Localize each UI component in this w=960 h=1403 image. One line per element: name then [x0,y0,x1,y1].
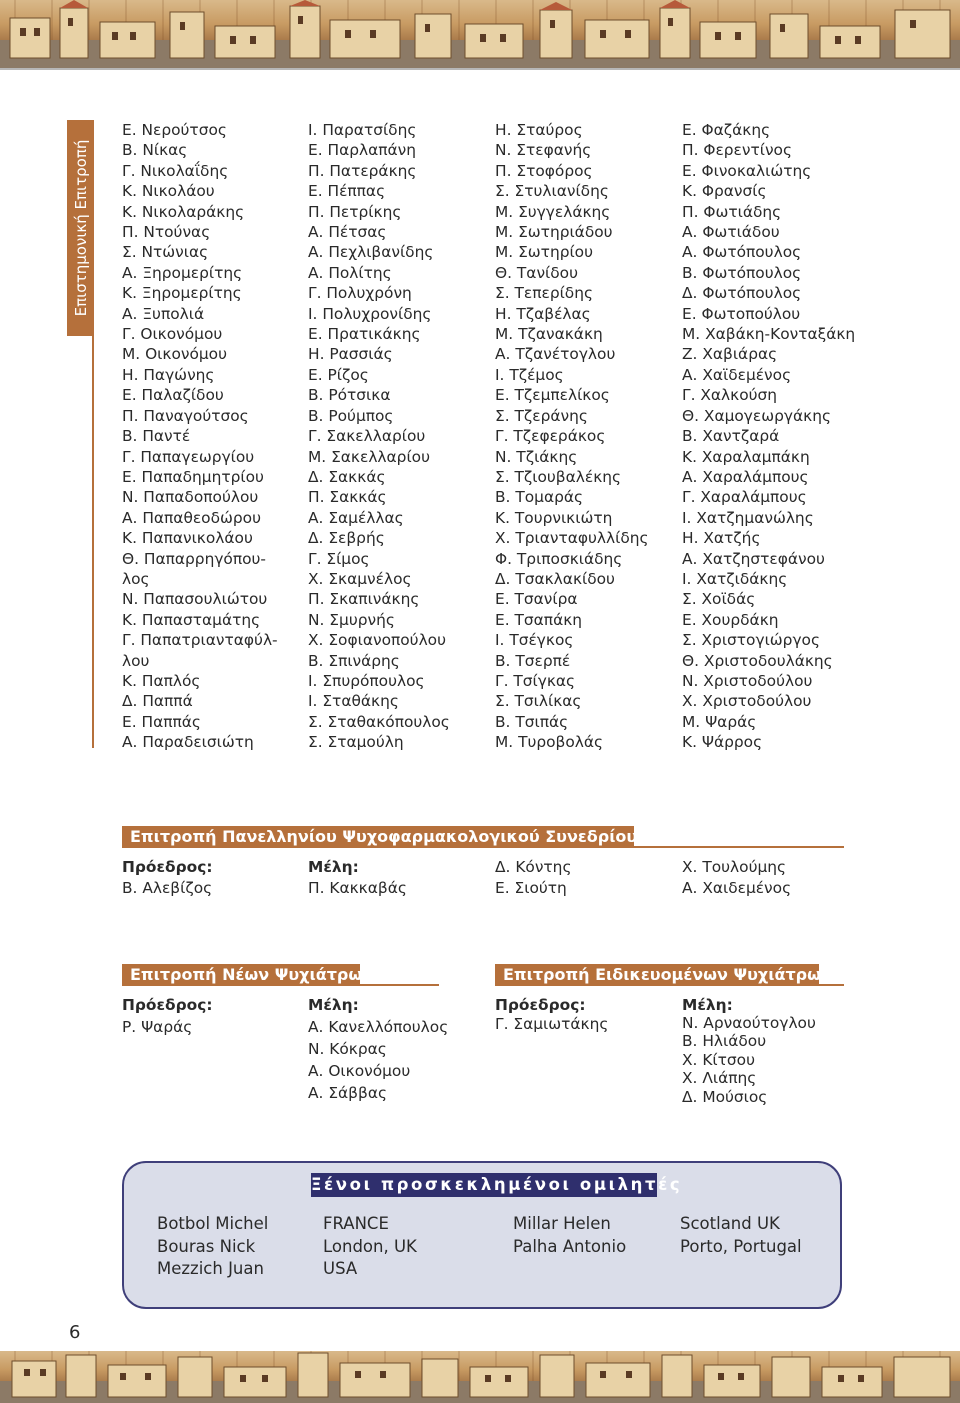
list-item: Η. Τζαβέλας [495,304,591,323]
list-item: Α. Πέτσας [308,223,387,242]
member-column-2 [308,120,450,753]
list-item: Ε. Τσανίρα [495,590,578,609]
list-item: Μ. Οικονόμου [122,345,227,364]
list-item: Α. Φωτόπουλος [682,243,802,262]
list-item: Σ. Τζεράνης [495,406,588,425]
list-item: Α. Πεχλιβανίδης [308,243,434,262]
top-divider [0,68,960,70]
young-members-label: Μέλη: [308,996,359,1014]
young-member: Ν. Κόκρας [308,1040,387,1058]
list-item: Μ. Σωτηριάδου [495,223,613,242]
list-item: Ι. Πολυχρονίδης [308,304,432,323]
list-item: Γ. Πολυχρόνη [308,284,412,303]
list-item: Θ. Τανίδου [495,263,578,282]
list-item: Δ. Σακκάς [308,467,386,486]
list-item: Δ. Τσακλακίδου [495,569,615,588]
psychopharm-member: Χ. Τουλούμης [682,858,787,876]
psychopharm-title: Επιτροπή Πανελληνίου Ψυχοφαρμακολογικού Συνεδρίου [122,826,634,848]
bottom-decorative-banner [0,1351,960,1403]
list-item: Ι. Χατζιδάκης [682,569,788,588]
list-item: Δ. Σεβρής [308,529,385,548]
list-item: Φ. Τριποσκιάδης [495,549,623,568]
list-item: Ε. Παλαζίδου [122,386,224,405]
list-item: Π. Σακκάς [308,488,387,507]
list-item: Κ. Παπλός [122,671,201,690]
list-item: Ι. Σπυρόπουλος [308,671,425,690]
list-item: Α. Παραδεισιώτη [122,733,254,752]
list-item: Σ. Τζιουβαλέκης [495,467,622,486]
trainees-member: Δ. Μούσιος [682,1088,768,1106]
list-item: Π. Παναγούτσος [122,406,249,425]
list-item: Γ. Σίμος [308,549,370,568]
list-item: London, UK [323,1236,417,1256]
member-column-1 [122,120,278,753]
list-item: Bouras Nick [157,1236,256,1256]
list-item: Β. Ρούμπος [308,406,394,425]
list-item: Κ. Παπασταμάτης [122,610,261,629]
list-item: Mezzich Juan [157,1259,264,1278]
list-item: Δ. Φωτόπουλος [682,284,802,303]
trainees-president: Γ. Σαμιωτάκης [495,1015,609,1033]
speaker-names-right [513,1213,626,1258]
list-item: Γ. Τσίγκας [495,671,576,690]
list-item: Η. Ρασσιάς [308,345,393,364]
list-item: Ε. Πρατικάκης [308,325,421,344]
list-item: Π. Φερεντίνος [682,141,792,160]
list-item: λου [122,651,150,670]
list-item: Κ. Φρανσίς [682,182,767,201]
psychopharm-president-label: Πρόεδρος: [122,858,213,876]
list-item: Η. Παγώνης [122,365,215,384]
list-item: Ε. Παππάς [122,712,201,731]
list-item: Α. Χαραλάμπους [682,467,809,486]
list-item: Μ. Τυροβολάς [495,733,604,752]
invited-speakers-title: Ξένοι προσκεκλημένοι ομιλητές [311,1173,657,1197]
list-item: Ε. Πέππας [308,182,386,201]
list-item: Ε. Νερούτσος [122,121,227,139]
list-item: Porto, Portugal [680,1236,802,1256]
list-item: Ζ. Χαβιάρας [682,345,778,364]
list-item: Β. Σπινάρης [308,651,400,670]
list-item: Σ. Σταμούλη [308,733,404,752]
list-item: Κ. Χαραλαμπάκη [682,447,810,466]
cityscape-illustration [0,0,960,68]
list-item: Β. Νίκας [122,141,188,160]
psychopharm-member: Δ. Κόντης [495,858,572,876]
list-item: Θ. Χαμογεωργάκης [682,406,831,425]
member-column-4 [682,120,855,753]
list-item: Σ. Σταθακόπουλος [308,712,450,731]
young-president: Ρ. Ψαράς [122,1018,193,1036]
list-item: Ε. Παπαδημητρίου [122,467,264,486]
list-item: λος [122,569,150,588]
list-item: Π. Στοφόρος [495,161,593,180]
list-item: Millar Helen [513,1214,611,1233]
young-member: Α. Κανελλόπουλος [308,1018,449,1036]
list-item: Κ. Τουρνικιώτη [495,508,613,527]
list-item: Κ. Παπανικολάου [122,529,253,548]
list-item: Ν. Στεφανής [495,141,592,160]
list-item: Χ. Σκαμνέλος [308,569,412,588]
list-item: Σ. Ντώνιας [122,243,209,262]
speaker-places-right [680,1213,802,1258]
list-item: Ε. Φωτοπούλου [682,304,801,323]
list-item: Ι. Τζέμος [495,365,564,384]
list-item: Π. Πατεράκης [308,161,417,180]
list-item: Η. Χατζής [682,529,761,548]
list-item: Ν. Σμυρνής [308,610,395,629]
list-item: Η. Σταύρος [495,121,583,139]
list-item: USA [323,1259,358,1278]
list-item: Scotland UK [680,1214,780,1233]
list-item: Ν. Παπαδοπούλου [122,488,259,507]
psychopharm-rule [122,846,844,848]
member-column-3 [495,120,649,753]
list-item: Π. Πετρίκης [308,202,402,221]
side-tab-label: Επιστημονική Επιτροπή [71,139,90,317]
list-item: Β. Φωτόπουλος [682,263,802,282]
list-item: Χ. Τριανταφυλλίδης [495,529,649,548]
list-item: Γ. Οικονόμου [122,325,223,344]
list-item: Γ. Χαραλάμπους [682,488,807,507]
page-number: 6 [69,1322,81,1343]
list-item: Ε. Χουρδάκη [682,610,779,629]
list-item: Botbol Michel [157,1214,269,1233]
list-item: Ν. Χριστοδούλου [682,671,813,690]
young-member: Α. Οικονόμου [308,1062,411,1080]
list-item: Ν. Τζιάκης [495,447,578,466]
psychopharm-member: Π. Κακκαβάς [308,879,407,897]
cityscape-illustration [0,1351,960,1403]
list-item: Κ. Ψάρρος [682,733,763,752]
list-item: Σ. Τεπερίδης [495,284,593,303]
list-item: Σ. Τσιλίκας [495,692,582,711]
list-item: Κ. Νικολάου [122,182,215,201]
list-item: Β. Ρότσικα [308,386,391,405]
list-item: Ε. Φαζάκης [682,121,771,139]
list-item: Α. Χαϊδεμένος [682,365,792,384]
young-president-label: Πρόεδρος: [122,996,213,1014]
list-item: Γ. Χαλκούση [682,386,778,405]
trainees-member: Χ. Λιάπης [682,1069,757,1087]
side-rule [92,120,94,748]
list-item: Α. Χατζηστεφάνου [682,549,825,568]
young-rule [122,984,439,986]
list-item: Ι. Τσέγκος [495,631,574,650]
list-item: Α. Ξυπολιά [122,304,205,323]
trainees-president-label: Πρόεδρος: [495,996,586,1014]
list-item: Palha Antonio [513,1236,627,1256]
list-item: Ν. Παπασουλιώτου [122,590,268,609]
list-item: Π. Σκαπινάκης [308,590,420,609]
list-item: Ε. Τσαπάκη [495,610,583,629]
speaker-places-left [323,1213,417,1281]
trainees-members-label: Μέλη: [682,996,733,1014]
list-item: Θ. Παπαρρηγόπου- [122,549,266,568]
list-item: Ι. Παρατσίδης [308,121,417,139]
list-item: Μ. Ψαράς [682,712,757,731]
young-member: Α. Σάββας [308,1084,388,1102]
psychopharm-members-label: Μέλη: [308,858,359,876]
list-item: Ε. Φινοκαλιώτης [682,161,812,180]
list-item: Π. Ντούνας [122,223,211,242]
list-item: Σ. Χριστογιώργος [682,631,820,650]
list-item: Ε. Παρλαπάνη [308,141,417,160]
list-item: Γ. Νικολαΐδης [122,161,229,180]
list-item: Α. Παπαθεοδώρου [122,508,261,527]
list-item: Γ. Παπαγεωργίου [122,447,255,466]
list-item: Ε. Τζεμπελίκος [495,386,610,405]
list-item: Θ. Χριστοδουλάκης [682,651,833,670]
trainees-rule [495,984,844,986]
list-item: Α. Τζανέτογλου [495,345,616,364]
list-item: Γ. Παπατριανταφύλ- [122,631,278,650]
list-item: Β. Παντέ [122,427,191,446]
psychopharm-member: Α. Χαιδεμένος [682,879,792,897]
trainees-member: Β. Ηλιάδου [682,1032,767,1050]
trainees-member: Ν. Αρναούτογλου [682,1014,816,1032]
psychopharm-president: Β. Αλεβίζος [122,879,213,897]
list-item: Ι. Σταθάκης [308,692,399,711]
list-item: Χ. Σοφιανοπούλου [308,631,447,650]
list-item: Ε. Ρίζος [308,365,369,384]
list-item: FRANCE [323,1214,389,1233]
list-item: Σ. Χοϊδάς [682,590,756,609]
list-item: Γ. Τζεφεράκος [495,427,606,446]
list-item: Χ. Χριστοδούλου [682,692,812,711]
list-item: Π. Φωτιάδης [682,202,782,221]
list-item: Σ. Στυλιανίδης [495,182,609,201]
speaker-names-left [157,1213,268,1281]
side-tab [67,120,94,336]
list-item: Β. Τσερπέ [495,651,571,670]
list-item: Κ. Νικολαράκης [122,202,245,221]
list-item: Μ. Τζανακάκη [495,325,603,344]
list-item: Α. Ξηρομερίτης [122,263,243,282]
list-item: Μ. Σακελλαρίου [308,447,430,466]
list-item: Ι. Χατζημανώλης [682,508,814,527]
list-item: Μ. Συγγελάκης [495,202,611,221]
trainees-title: Επιτροπή Ειδικευομένων Ψυχιάτρων [495,964,819,986]
top-decorative-banner [0,0,960,68]
list-item: Α. Φωτιάδου [682,223,780,242]
list-item: Μ. Σωτηρίου [495,243,593,262]
list-item: Γ. Σακελλαρίου [308,427,426,446]
list-item: Β. Τσιπάς [495,712,569,731]
list-item: Α. Πολίτης [308,263,392,282]
list-item: Κ. Ξηρομερίτης [122,284,242,303]
list-item: Δ. Παππά [122,692,193,711]
list-item: Α. Σαμέλλας [308,508,404,527]
psychopharm-member: Ε. Σιούτη [495,879,567,897]
trainees-member: Χ. Κίτσου [682,1051,755,1069]
list-item: Μ. Χαβάκη-Κονταξάκη [682,325,856,344]
list-item: Β. Τομαράς [495,488,584,507]
young-title: Επιτροπή Νέων Ψυχιάτρων [122,964,360,986]
list-item: Β. Χαντζαρά [682,427,780,446]
